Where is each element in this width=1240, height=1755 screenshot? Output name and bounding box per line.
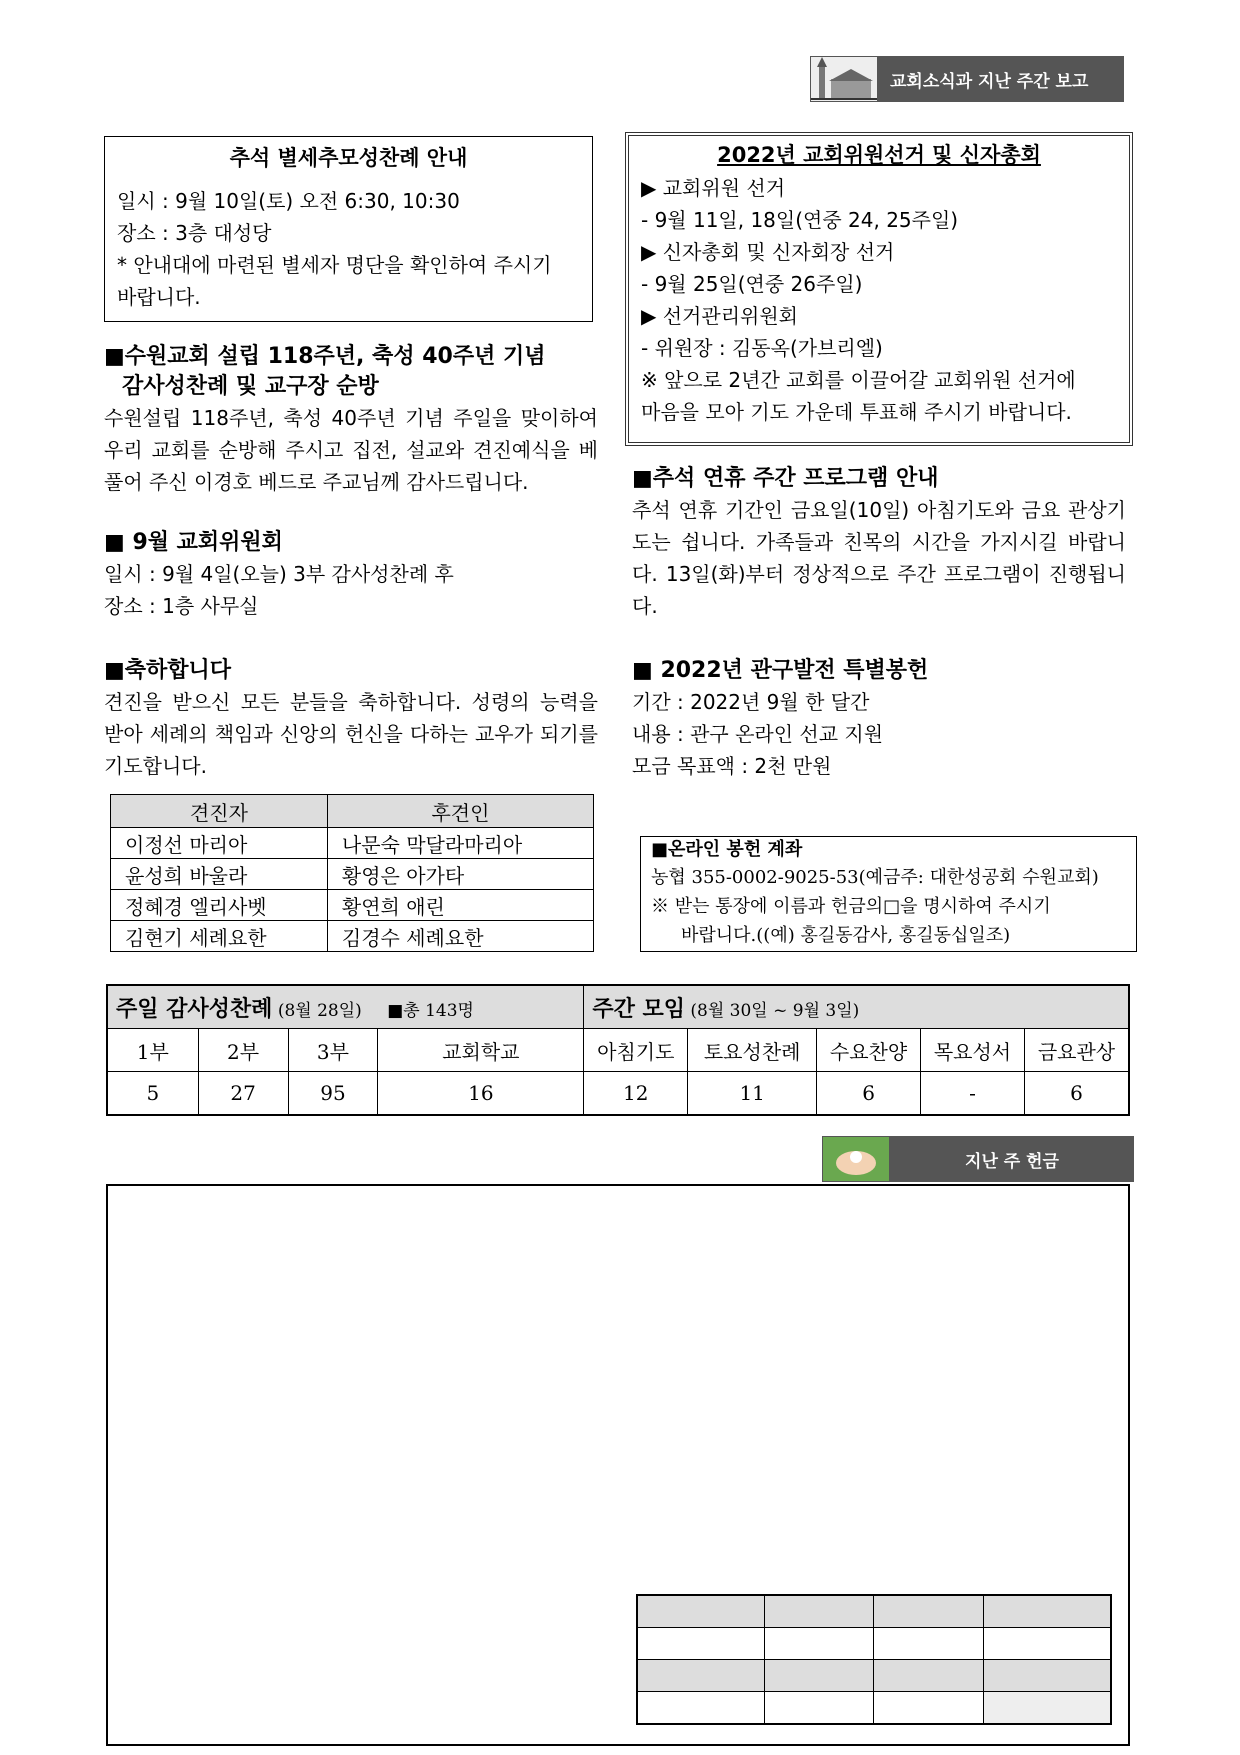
table-row [637, 1595, 1111, 1628]
committee-line: 일시 : 9월 4일(오늘) 3부 감사성찬례 후 [104, 562, 454, 586]
election-notice [625, 132, 1133, 446]
table-row [111, 890, 594, 921]
column-header: 2부 [198, 1029, 288, 1072]
online-account-line: 농협 355-0002-9025-53(예금주: 대한성공회 수원교회) [651, 867, 1099, 888]
table-cell [765, 1628, 874, 1660]
column-header: 견진자 [111, 795, 328, 828]
table-cell [765, 1692, 874, 1725]
weekly-caption [584, 985, 1129, 1029]
attendance-value: 16 [378, 1072, 584, 1116]
chuseok-title: 추석 별세추모성찬례 안내 [229, 146, 468, 170]
table-cell [637, 1692, 765, 1725]
table-cell [637, 1628, 765, 1660]
offering-summary-table [636, 1594, 1112, 1725]
election-line: - 9월 11일, 18일(연중 24, 25주일) [641, 208, 959, 232]
online-account-line: 바랍니다.((예) 홍길동감사, 홍길동십일조) [681, 925, 1011, 946]
election-line: ※ 앞으로 2년간 교회를 이끌어갈 교회위원 선거에 [641, 368, 1076, 392]
table-header-row [111, 795, 594, 828]
column-header: 아침기도 [584, 1029, 688, 1072]
election-line: ▶ 교회위원 선거 [641, 176, 786, 200]
attendance-value: 95 [288, 1072, 378, 1116]
column-header: 교회학교 [378, 1029, 584, 1072]
election-line: 마음을 모아 기도 가운데 투표해 주시기 바랍니다. [641, 400, 1072, 424]
table-cell [874, 1595, 983, 1628]
election-line: - 위원장 : 김동옥(가브리엘) [641, 336, 883, 360]
election-line: ▶ 선거관리위원회 [641, 304, 798, 328]
table-cell [983, 1692, 1111, 1725]
table-cell: 정혜경 엘리사벳 [111, 890, 328, 921]
congrats-section [104, 656, 598, 782]
anniversary-subtitle: 감사성찬례 및 교구장 순방 [122, 374, 379, 399]
holiday-section [632, 464, 1126, 622]
hands-icon [822, 1136, 890, 1182]
special-offering-section [632, 656, 1126, 782]
attendance-value: 5 [107, 1072, 198, 1116]
section-header-label: 교회소식과 지난 주간 보고 [878, 56, 1124, 102]
table-cell: 김경수 세례요한 [327, 921, 593, 952]
attendance-caption-row [107, 985, 1129, 1029]
attendance-header-row [107, 1029, 1129, 1072]
chuseok-line: 장소 : 3층 대성당 [117, 221, 272, 245]
weekly-label: 주간 모임 [592, 996, 685, 1022]
attendance-value: 6 [817, 1072, 921, 1116]
congrats-title: ■축하합니다 [104, 658, 232, 683]
weekly-date: (8월 30일 ~ 9월 3일) [690, 1000, 860, 1021]
anniversary-body: 수원설립 118주년, 축성 40주년 기념 주일을 맞이하여 우리 교회를 순방해 주시고 집전, 설교와 견진예식을 베풀어 주신 이경호 베드로 주교님께 감사드립니다. [104, 406, 598, 494]
chuseok-line: * 안내대에 마련된 별세자 명단을 확인하여 주시기 [117, 253, 552, 277]
holiday-title: ■추석 연휴 주간 프로그램 안내 [632, 466, 939, 491]
column-header: 토요성찬례 [688, 1029, 817, 1072]
table-cell: 나문숙 막달라마리아 [327, 828, 593, 859]
anniversary-section [104, 342, 598, 498]
attendance-value: 12 [584, 1072, 688, 1116]
sunday-label: 주일 감사성찬례 [116, 996, 273, 1022]
special-offering-line: 내용 : 관구 온라인 선교 지원 [632, 722, 884, 746]
special-offering-line: 기간 : 2022년 9월 한 달간 [632, 690, 870, 714]
section-header-offering [822, 1136, 1134, 1182]
attendance-value: 27 [198, 1072, 288, 1116]
election-title: 2022년 교회위원선거 및 신자총회 [717, 143, 1041, 167]
table-row [637, 1660, 1111, 1692]
table-cell: 김현기 세례요한 [111, 921, 328, 952]
table-cell [983, 1595, 1111, 1628]
sunday-date: (8월 28일) [277, 1000, 362, 1021]
chuseok-line: 일시 : 9월 10일(토) 오전 6:30, 10:30 [117, 189, 460, 213]
committee-line: 장소 : 1층 사무실 [104, 594, 259, 618]
online-account-line: ※ 받는 통장에 이름과 헌금의□을 명시하여 주시기 [651, 896, 1051, 917]
table-cell: 황연희 애린 [327, 890, 593, 921]
table-cell [874, 1628, 983, 1660]
column-header: 1부 [107, 1029, 198, 1072]
section-header-label: 지난 주 헌금 [890, 1136, 1134, 1182]
column-header: 3부 [288, 1029, 378, 1072]
total-count: ■총 143명 [387, 1000, 474, 1021]
online-account-title: ■온라인 봉헌 계좌 [651, 839, 803, 860]
table-cell [765, 1595, 874, 1628]
section-header-news [810, 56, 1124, 102]
table-cell [874, 1692, 983, 1725]
election-line: - 9월 25일(연중 26주일) [641, 272, 863, 296]
column-header: 금요관상 [1024, 1029, 1129, 1072]
church-building-icon [810, 56, 878, 102]
table-cell [874, 1660, 983, 1692]
sponsors-table [110, 794, 594, 952]
table-cell [983, 1660, 1111, 1692]
table-cell: 이정선 마리아 [111, 828, 328, 859]
table-cell: 황영은 아가타 [327, 859, 593, 890]
chuseok-notice [104, 136, 593, 322]
anniversary-title: ■수원교회 설립 118주년, 축성 40주년 기념 [104, 344, 546, 369]
table-row [637, 1692, 1111, 1725]
table-cell [637, 1660, 765, 1692]
holiday-body: 추석 연휴 기간인 금요일(10일) 아침기도와 금요 관상기도는 쉽니다. 가족들과 친목의 시간을 가지시길 바랍니다. 13일(화)부터 정상적으로 주간 프로그램이 진행됩니다. [632, 498, 1126, 618]
special-offering-title: ■ 2022년 관구발전 특별봉헌 [632, 658, 929, 683]
attendance-value: 11 [688, 1072, 817, 1116]
election-line: ▶ 신자총회 및 신자회장 선거 [641, 240, 895, 264]
table-cell: 윤성희 바울라 [111, 859, 328, 890]
table-cell [765, 1660, 874, 1692]
table-row [111, 828, 594, 859]
online-account-box [640, 836, 1137, 952]
attendance-value: - [921, 1072, 1025, 1116]
sunday-caption [107, 985, 584, 1029]
attendance-table [106, 984, 1130, 1116]
column-header: 수요찬양 [817, 1029, 921, 1072]
table-cell [983, 1628, 1111, 1660]
table-row [111, 859, 594, 890]
chuseok-line: 바랍니다. [117, 285, 201, 309]
column-header: 목요성서 [921, 1029, 1025, 1072]
table-cell [637, 1595, 765, 1628]
table-row [637, 1628, 1111, 1660]
committee-section [104, 528, 598, 622]
table-row [111, 921, 594, 952]
attendance-values-row [107, 1072, 1129, 1116]
committee-title: ■ 9월 교회위원회 [104, 530, 283, 555]
congrats-body: 견진을 받으신 모든 분들을 축하합니다. 성령의 능력을 받아 세례의 책임과 신앙의 헌신을 다하는 교우가 되기를 기도합니다. [104, 690, 598, 778]
attendance-value: 6 [1024, 1072, 1129, 1116]
column-header: 후견인 [327, 795, 593, 828]
special-offering-line: 모금 목표액 : 2천 만원 [632, 754, 832, 778]
